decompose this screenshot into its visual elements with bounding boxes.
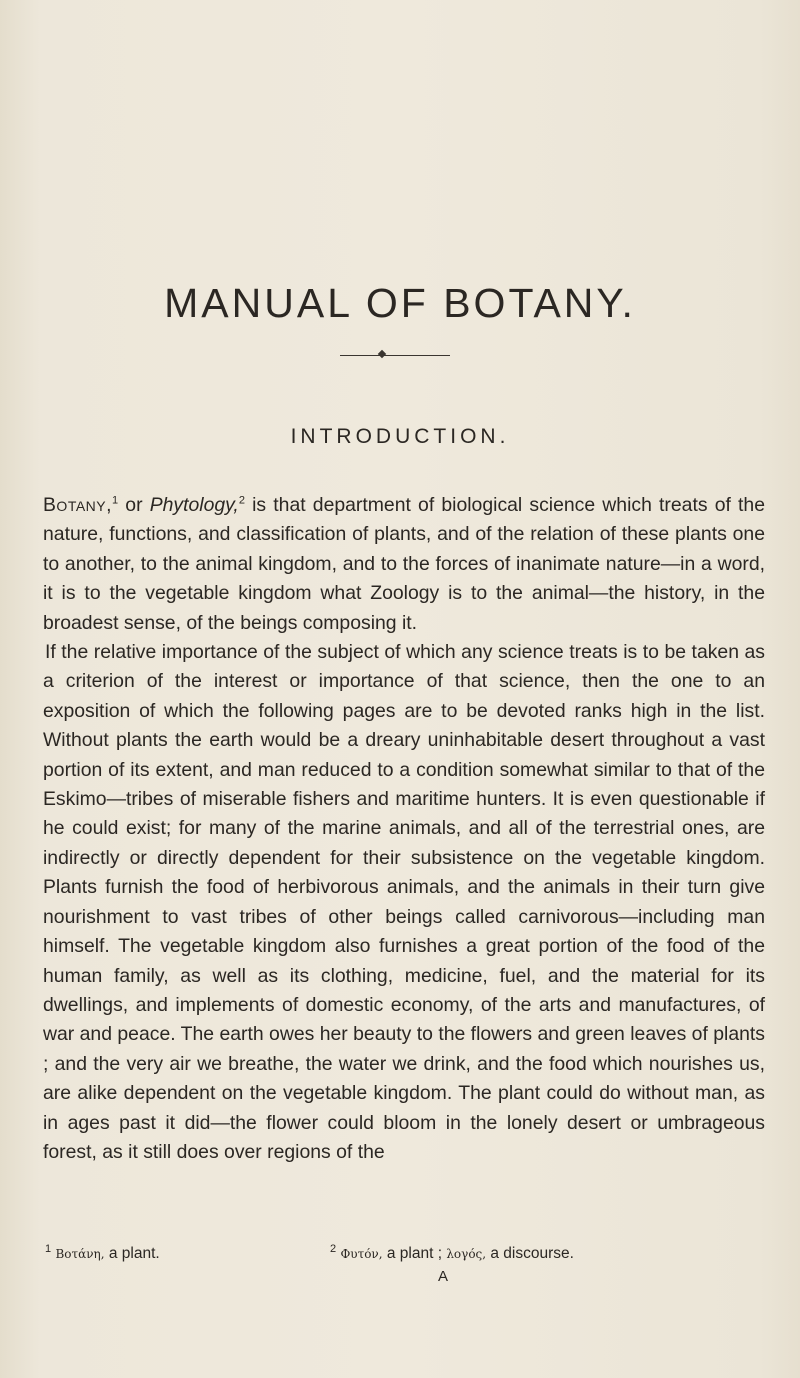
body-text — [43, 491, 765, 1167]
ornamental-rule — [340, 355, 450, 356]
term-phytology: Phytology, — [149, 494, 239, 516]
footnote-2-greek-2: λογός, — [446, 1247, 487, 1261]
signature-mark: A — [438, 1268, 449, 1285]
footnote-ref-2: 2 — [238, 494, 245, 507]
or-text: or — [118, 494, 150, 516]
footnote-1-greek: Βοτάνη, — [55, 1247, 105, 1261]
footnote-1 — [45, 1242, 160, 1263]
footnote-ref-1: 1 — [112, 494, 119, 507]
footnote-1-text: a plant. — [104, 1245, 160, 1262]
paragraph-2: If the relative importance of the subject of which any science treats is to be taken as a criterion of the interest or importance of that science, then the one to an exposition of which the following pages are to be devoted ranks high in the list. Without plants the earth would be a dreary uninhabitable desert throughout a vast portion of its extent, and man reduced to a condition somewhat similar to that of the Eskimo—tribes of miserable fishers and maritime hunters. It is even questionable if he could exist; for many of the marine animals, and all of the terrestrial ones, are indirectly or directly dependent for their subsistence on the vegetable kingdom. Plants furnish the food of herbivorous animals, and the animals in their turn give nourishment to vast tribes of other beings called carnivorous—including man himself. The vegetable kingdom also furnishes a great portion of the food of the human family, as well as its clothing, medicine, fuel, and the material for its dwellings, and implements of domestic economy, of the arts and manufactures, of war and peace. The earth owes her beauty to the flowers and green leaves of plants ; and the very air we breathe, the water we drink, and the food which nourishes us, are alike dependent on the vegetable kingdom. The plant could do without man, as in ages past it did—the flower could bloom in the lonely desert or umbrageous forest, as it still does over regions of the — [43, 641, 765, 1163]
section-heading: INTRODUCTION. — [290, 425, 510, 448]
page-title: MANUAL OF BOTANY. — [164, 280, 636, 326]
footnote-1-mark: 1 — [45, 1242, 52, 1255]
footnote-2-mark: 2 — [330, 1242, 337, 1255]
footnote-2-text-2: a discourse. — [486, 1245, 574, 1262]
diamond-ornament-icon — [378, 350, 386, 358]
paragraph-1-text: is that department of biological science which treats of the nature, functions, and classification of plants, and of the relation of these plants one to another, to the animal kingdom, and to the forces of inanimate nature—in a word, it is to the vegetable kingdom what Zoology is to the animal—the history, in the broadest sense, of the beings composing it. — [43, 494, 765, 634]
lead-word: Botany, — [43, 494, 113, 516]
footnote-2 — [330, 1242, 574, 1263]
footnote-2-greek: Φυτόν, — [340, 1247, 383, 1261]
paragraph-1 — [43, 491, 765, 638]
footnote-2-text: a plant ; — [382, 1245, 447, 1262]
